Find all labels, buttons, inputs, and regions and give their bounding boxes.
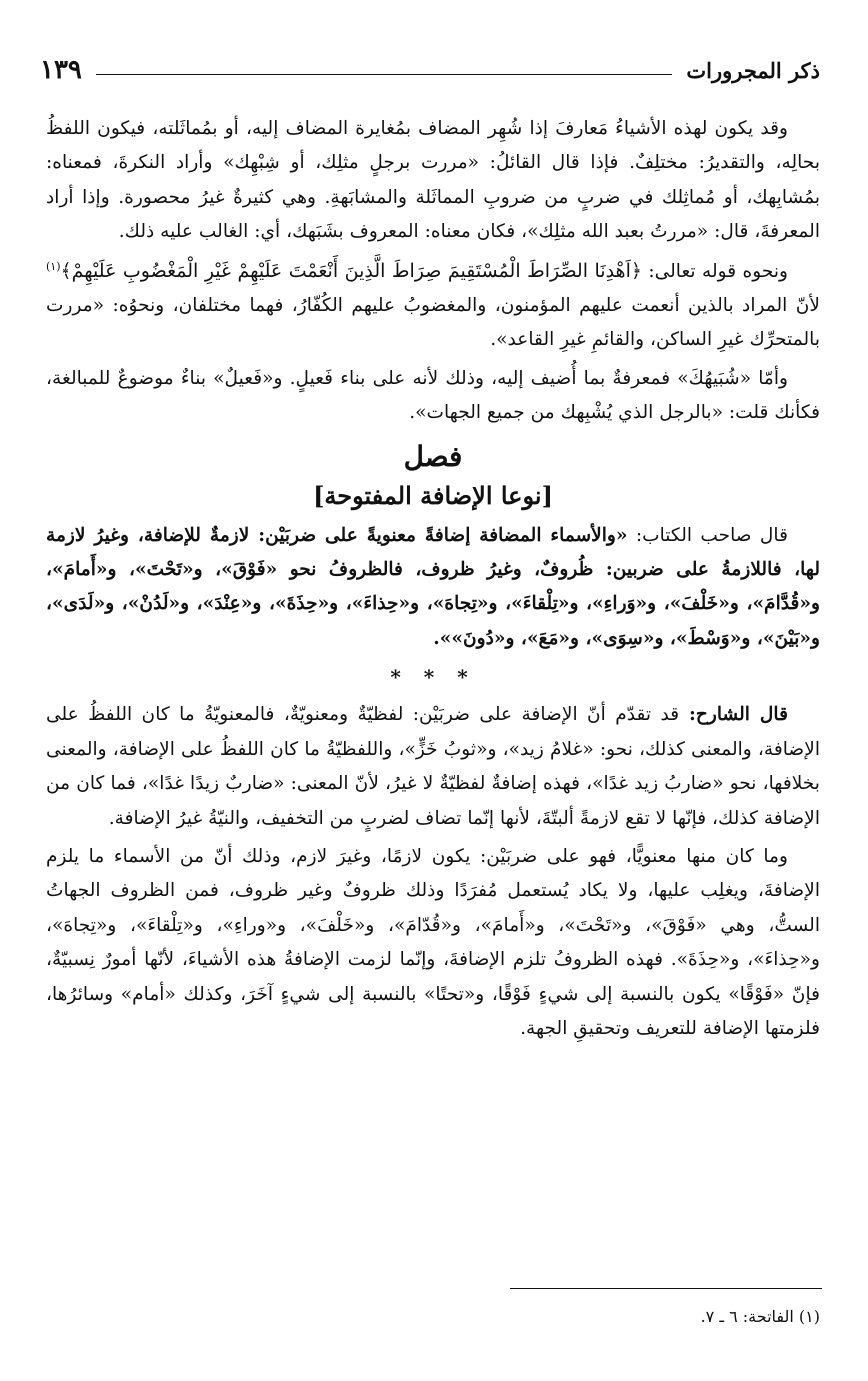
paragraph-4 [46,519,820,657]
section-separator: * * * [390,665,476,690]
paragraph-2-rest: لأنّ المراد بالذين أنعمت عليهم المؤمنون، والمغضوبُ عليهم الكُفّارُ، فهما مختلفان، ونحوُه: «مررت بالمتحرِّك غيرِ الساكن، والقائمِ غيرِ القاعد». [46,295,820,351]
paragraph-6: وما كان منها معنويًّا، فهو على ضربَيْن: يكون لازمًا، وغيرَ لازم، وذلك أنّ من الأسماء ما يلزم الإضافةَ، ويغلِب عليها، ولا يكاد يُستعمل مُفرَدًا وذلك ظروفٌ وغير ظروف، فمن الظروف الجهاتُ الستُّ، وهي «فَوْقَ»، و«تَحْتَ»، و«أَمامَ»، و«قُدّامَ»، و«خَلْفَ»، و«وراءِ»، و«تِلْقاءَ»، و«تِجاهَ»، و«حِذاءَ»، و«حِذَةَ». فهذه الظروفُ تلزم الإضافةَ، وإنّما لزمت الإضافةُ هذه الأشياءَ، لأنّها أمورٌ نِسبيّةٌ، فإنّ «فَوْقًا» يكون بالنسبة إلى شيءٍ فَوْقًا، و«تحتًا» بالنسبة إلى شيءٍ آخَرَ، وكذلك «أمام» وسائرُها، فلزمتها الإضافة للتعريف وتحقيقِ الجهة. [46,845,820,1039]
paragraph-1: وقد يكون لهذه الأشياءُ مَعارفَ إذا شُهِر المضاف بمُغايرة المضاف إليه، أو بمُماثَلته، فيكون اللفظُ بحالِه، والتقديرُ: مختلِفٌ. فإذا قال القائلُ: «مررت برجلٍ مثلِك، أو شِبْهِك» وأراد النكرةَ، فمعناه: بمُشابِهك، أو مُماثِلك في ضربٍ من ضروبِ المماثَلة والمشابَهةِ. وهي كثيرةٌ غيرُ محصورة. وإذا أراد المعرفةَ، قال: «مررتُ بعبد الله مثلِك»، فكان معناه: المعروف بشَبَهك، أي: الغالب عليه ذلك. [46,118,820,243]
section-title: فصل [403,439,463,473]
page-header [40,50,820,90]
footnote-rule [510,1288,822,1289]
footnote-marker: (١) [46,259,61,273]
quran-verse: ﴿اَهْدِنَا الصِّرَاطَ الْمُسْتَقِيمَ صِرَاطَ الَّذِينَ أَنْعَمْتَ عَلَيْهِمْ غَيْرِ الْمَغْضُوبِ عَلَيْهِمْ﴾ [60,259,642,282]
page-number: ١٣٩ [40,55,82,85]
paragraph-5-text: قد تقدّم أنّ الإضافة على ضربَيْن: لفظيّةٌ ومعنويّةٌ، فالمعنويّةُ ما كان اللفظُ على الإضافة، والمعنى كذلك، نحو: «غلامُ زيد»، و«ثوبُ خَزٍّ»، واللفظيّةُ ما كان اللفظُ على الإضافة، والمعنى بخلافها، نحو «ضاربُ زيد غدًا»، فهذه إضافةٌ لفظيّةٌ لا غيرُ، لأنّ المعنى: «ضاربٌ زيدًا غدًا»، فما كان من الإضافة كذلك، فإنّها لا تقع لازمةً ألبتّةَ، لأنها إنّما تضاف لضربٍ من التخفيف، والنيّةُ غيرُ الإضافة. [46,704,820,829]
paragraph-2-intro: ونحوه قوله تعالى: [641,260,788,282]
page-body [46,112,820,1046]
paragraph-4-intro: قال صاحب الكتاب: [627,524,788,546]
section-subtitle: [نوعا الإضافة المفتوحة] [313,480,553,510]
commentator-label: قال الشارح: [679,704,788,726]
footnote: (١) الفاتحة: ٦ ـ ٧. [700,1307,820,1326]
paragraph-2 [46,254,820,358]
paragraph-5 [46,698,820,836]
paragraph-3: وأمّا «شُبَيهُكَ» فمعرفةٌ بما أُضيف إليه، وذلك لأنه على بناء فَعيلٍ. و«فَعيلٌ» بناءٌ موضوعٌ للمبالغة، فكأنك قلت: «بالرجل الذي يُشْبِهك من جميع الجهات». [46,367,820,424]
header-rule [96,74,672,75]
running-title: ذكر المجرورات [686,57,820,83]
matn-quote: «والأسماء المضافة إضافةً معنويةً على ضربَيْن: لازمةٌ للإضافة، وغيرُ لازمة لها، فاللازمةُ على ضربين: ظُروفٌ، وغيرُ ظروف، فالظروفُ نحو «فَوْقَ»، و«تَحْتَ»، و«أَمامَ»، و«قُدَّامَ»، و«خَلْفَ»، و«وَراءِ»، و«تِلْقاءَ»، و«تِجاهَ»، و«حِذاءَ»، و«حِذَةَ»، و«عِنْدَ»، و«لَدُنْ»، و«لَدَى»، و«بَيْنَ»، و«وَسْطَ»، و«سِوَى»، و«مَعَ»، و«دُونَ»». [46,524,820,649]
